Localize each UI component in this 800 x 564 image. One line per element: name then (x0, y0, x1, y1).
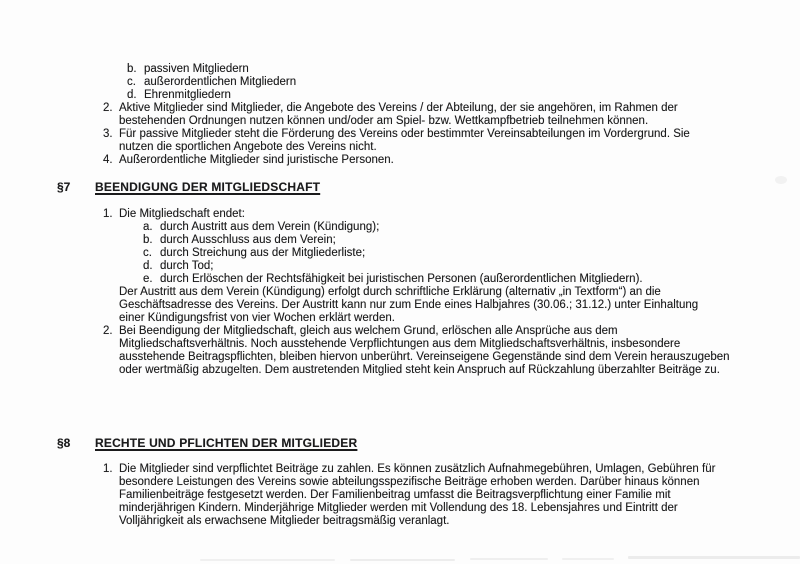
numbered-list-item-continuation (0, 489, 800, 502)
list-marker: d. (127, 89, 137, 101)
list-item-text: Die Mitgliedschaft endet: (119, 208, 245, 220)
section-heading (0, 436, 800, 451)
list-marker: 2. (103, 102, 113, 114)
paragraph-number: §8 (57, 436, 71, 450)
list-item-text: oder wertmäßig abzugelten. Dem austretenden Mitglied steht kein Anspruch auf Rückzahlung überzahlter Beiträge zu. (119, 364, 720, 376)
numbered-list-item-continuation (0, 364, 800, 377)
numbered-list-item-continuation (0, 351, 800, 364)
paragraph-text: einer Kündigungsfrist von vier Wochen erklärt werden. (119, 312, 395, 324)
vertical-spacer (0, 167, 800, 180)
list-item-text: ausstehende Beitragspflichten, bleiben hiervon unberührt. Vereinseigene Gegenstände sind dem Verein herauszugeben (119, 351, 730, 363)
scan-streak (470, 558, 548, 560)
numbered-list-item (0, 463, 800, 476)
list-item-text: Mitgliedschaftsverhältnis. Noch ausstehende Verpflichtungen aus dem Mitgliedschaftsverhältnis, insbesondere (119, 338, 681, 350)
lettered-list-item (0, 273, 800, 286)
list-item-text: nutzen die sportlichen Angebote des Vereins nicht. (119, 141, 377, 153)
section-title: BEENDIGUNG DER MITGLIEDSCHAFT (95, 180, 321, 194)
list-marker: 1. (103, 463, 113, 475)
paragraph-number: §7 (57, 180, 71, 194)
list-marker: b. (143, 234, 153, 246)
numbered-list-item (0, 154, 800, 167)
numbered-list-item-continuation (0, 515, 800, 528)
paragraph-continuation-line (0, 286, 800, 299)
scan-streak (350, 559, 455, 561)
paragraph-continuation-line (0, 299, 800, 312)
numbered-list-item (0, 128, 800, 141)
list-item-text: Volljährigkeit als erwachsene Mitglieder beitragsmäßig veranlagt. (119, 515, 450, 527)
scan-streak (200, 559, 335, 561)
list-item-text: Familienbeiträge festgesetzt werden. Der Familienbeitrag umfasst die Beitragsverpflichtung einer Familie mit (119, 489, 671, 501)
list-item-text: Bei Beendigung der Mitgliedschaft, gleich aus welchem Grund, erlöschen alle Ansprüche aus dem (119, 325, 618, 337)
scan-streak (562, 558, 614, 560)
lettered-list-item (0, 234, 800, 247)
paragraph-continuation-line (0, 312, 800, 325)
list-item-text: durch Austritt aus dem Verein (Kündigung); (160, 221, 380, 233)
numbered-list-item (0, 102, 800, 115)
lettered-list-item (0, 89, 800, 102)
list-item-text: Die Mitglieder sind verpflichtet Beiträge zu zahlen. Es können zusätzlich Aufnahmegebühren, Umlagen, Gebühren für (119, 463, 716, 475)
list-item-text: Aktive Mitglieder sind Mitglieder, die Angebote des Vereins / der Abteilung, der sie angehören, im Rahmen der (119, 102, 678, 114)
list-item-text: Ehrenmitgliedern (144, 89, 231, 101)
list-item-text: passiven Mitgliedern (144, 63, 249, 75)
numbered-list-item-continuation (0, 141, 800, 154)
lettered-list-item (0, 260, 800, 273)
vertical-spacer (0, 451, 800, 463)
list-marker: d. (143, 260, 153, 272)
lettered-list-item (0, 221, 800, 234)
list-marker: a. (143, 221, 153, 233)
lettered-list-item (0, 76, 800, 89)
list-marker: 2. (103, 325, 113, 337)
list-marker: c. (143, 247, 152, 259)
numbered-list-item-continuation (0, 338, 800, 351)
vertical-spacer (0, 377, 800, 436)
list-item-text: durch Erlöschen der Rechtsfähigkeit bei juristischen Personen (außerordentlichen Mitgliedern). (160, 273, 643, 285)
section-title: RECHTE UND PFLICHTEN DER MITGLIEDER (95, 436, 358, 450)
list-item-text: Außerordentliche Mitglieder sind juristische Personen. (119, 154, 394, 166)
vertical-spacer (0, 195, 800, 208)
list-item-text: durch Streichung aus der Mitgliederliste; (160, 247, 366, 259)
lettered-list-item (0, 247, 800, 260)
numbered-list-item (0, 208, 800, 221)
list-marker: 1. (103, 208, 113, 220)
numbered-list-item-continuation (0, 502, 800, 515)
list-marker: e. (143, 273, 153, 285)
lettered-list-item (0, 63, 800, 76)
list-marker: 4. (103, 154, 113, 166)
section-heading (0, 180, 800, 195)
scan-streak (628, 556, 800, 559)
list-item-text: besondere Leistungen des Vereins sowie abteilungsspezifische Beiträge erhoben werden. Darüber hinaus können (119, 476, 700, 488)
list-item-text: Für passive Mitglieder steht die Förderung des Vereins oder bestimmter Vereinsabteilungen im Vordergrund. Sie (119, 128, 690, 140)
list-item-text: außerordentlichen Mitgliedern (144, 76, 297, 88)
numbered-list-item-continuation (0, 115, 800, 128)
paragraph-text: Der Austritt aus dem Verein (Kündigung) erfolgt durch schriftliche Erklärung (alternativ „in Textform“) an die (119, 286, 661, 298)
list-item-text: durch Tod; (160, 260, 214, 272)
numbered-list-item (0, 325, 800, 338)
numbered-list-item-continuation (0, 476, 800, 489)
list-marker: 3. (103, 128, 113, 140)
list-marker: c. (127, 76, 136, 88)
paragraph-text: Geschäftsadresse des Vereins. Der Austritt kann nur zum Ende eines Halbjahres (30.06.; 31.12.) unter Einhaltung (119, 299, 699, 311)
list-item-text: bestehenden Ordnungen nutzen können und/oder am Spiel- bzw. Wettkampfbetrieb teilnehmen können. (119, 115, 649, 127)
list-item-text: durch Ausschluss aus dem Verein; (160, 234, 336, 246)
list-marker: b. (127, 63, 137, 75)
list-item-text: minderjährigen Kindern. Minderjährige Mitglieder werden mit Vollendung des 18. Lebensjahres und Eintritt der (119, 502, 678, 514)
document-content (0, 63, 800, 528)
